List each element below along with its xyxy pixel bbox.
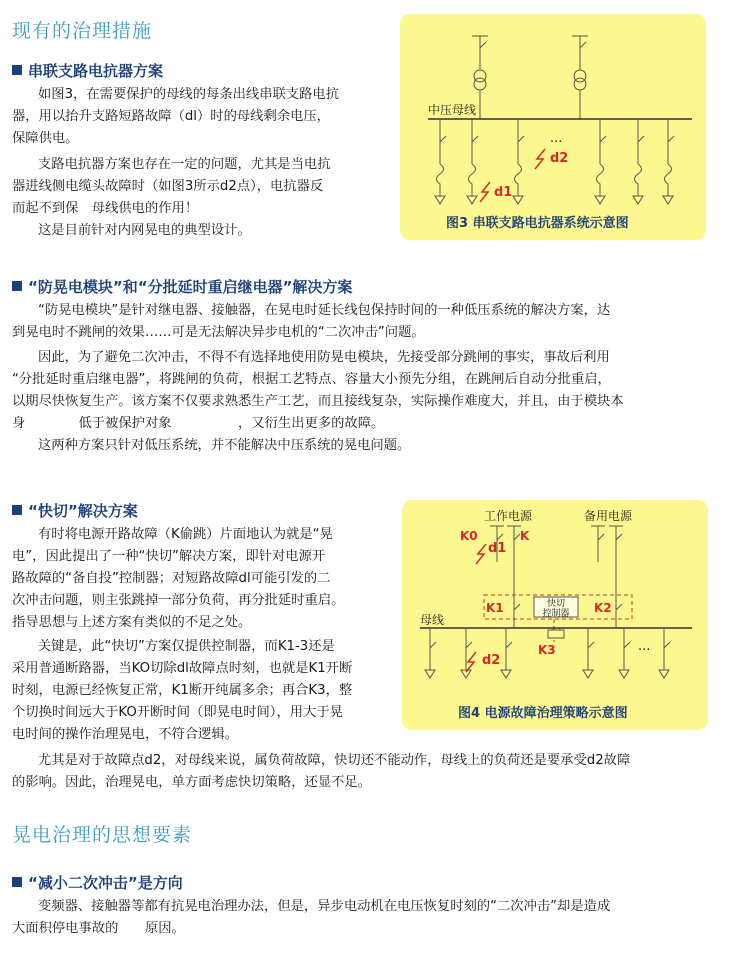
subheading-text: “防晃电模块”和“分批延时重启继电器”解决方案: [28, 278, 353, 296]
text-line: 次冲击问题，则主张跳掉一部分负荷，再分批延时重启。: [12, 593, 345, 608]
text-line: “防晃电模块”是针对继电器、接触器，在晃电时延长线包保持时间的一种低压系统的解决方案，达: [38, 303, 611, 318]
fault-d1-label: d1: [488, 541, 507, 556]
text-line: 时刻，电源已经恢复正常，K1断开纯属多余；再合K3，整: [12, 683, 353, 698]
text-line: 变频器、接触器等都有抗晃电治理办法，但是，异步电动机在电压恢复时刻的“二次冲击”却是造成: [38, 899, 611, 914]
paragraph-anti-sag-module: [12, 300, 712, 457]
text-line: 尤其是对于故障点d2，对母线来说，属负荷故障，快切还不能动作，母线上的负荷还是要承受d2故障: [38, 753, 631, 768]
subheading-anti-sag-module: [12, 276, 352, 297]
text-line: 支路电抗器方案也存在一定的问题，尤其是当电抗: [38, 157, 331, 172]
bullet-square-icon: [12, 505, 22, 515]
text-line: 保障供电。: [12, 131, 79, 146]
text-line: 而起不到保 母线供电的作用！: [12, 201, 199, 216]
k1-label: K1: [486, 601, 504, 615]
text-line: 路故障的“备自投”控制器；对短路故障dl可能引发的二: [12, 571, 331, 586]
paragraph-fast-switch-d2: [12, 750, 724, 794]
subheading-text: “减小二次冲击”是方向: [28, 874, 183, 892]
work-power-label: 工作电源: [484, 509, 533, 523]
text-line: 采用普通断路器，当KO切除dl故障点时刻，也就是K1开断: [12, 661, 353, 676]
paragraph-series-reactor: [12, 84, 390, 242]
text-line: 以期尽快恢复生产。该方案不仅要求熟悉生产工艺，而且接线复杂，实际操作难度大，并且，由于模块本: [12, 394, 624, 409]
text-line: 电”，因此提出了一种“快切”解决方案，即针对电源开: [12, 549, 326, 564]
bus-label: 中压母线: [428, 103, 477, 117]
text-line: 的影响。因此，治理晃电，单方面考虑快切策略，还显不足。: [12, 775, 372, 790]
text-line: 这两种方案只针对低压系统，并不能解决中压系统的晃电问题。: [38, 438, 411, 453]
feeder-ellipsis: ...: [550, 131, 563, 146]
figure-4-box: [402, 500, 708, 730]
k-label: K: [520, 529, 530, 543]
k3-label: K3: [538, 643, 556, 657]
text-line: 到晃电时不跳闸的效果……可是无法解决异步电机的“二次冲击”问题。: [12, 325, 425, 340]
figure-3-box: [400, 14, 706, 240]
controller-label-2: 控制器: [542, 609, 570, 619]
bullet-square-icon: [12, 281, 22, 291]
section-title-existing-measures: 现有的治理措施: [12, 20, 153, 42]
subheading-reduce-secondary-impact: [12, 872, 183, 893]
text-line: 如图3，在需要保护的母线的每条出线串联支路电抗: [38, 87, 339, 102]
text-line: 关键是，此“快切”方案仅提供控制器，而K1-3还是: [38, 639, 335, 654]
fault-d1-label: d1: [494, 185, 513, 200]
k0-label: K0: [460, 529, 478, 543]
text-line: 有时将电源开路故障（K偷跳）片面地认为就是“晃: [38, 527, 333, 542]
fault-d2-label: d2: [482, 653, 501, 668]
figure-3-diagram: [400, 14, 706, 240]
paragraph-fast-switch: [12, 524, 394, 746]
paragraph-reduce-secondary-impact: [12, 896, 724, 940]
figure-4-diagram: [402, 500, 708, 730]
fault-d2-label: d2: [550, 151, 569, 166]
bus-label: 母线: [420, 613, 445, 627]
subheading-series-reactor: [12, 60, 163, 81]
text-line: 大面积停电事故的 原因。: [12, 921, 185, 936]
bullet-square-icon: [12, 65, 22, 75]
section-title-thinking-elements: 晃电治理的思想要素: [12, 824, 193, 846]
figure-4-caption: 图4 电源故障治理策略示意图: [458, 706, 628, 721]
text-line: 指导思想与上述方案有类似的不足之处。: [12, 615, 252, 630]
text-line: 这是目前针对内网晃电的典型设计。: [38, 223, 251, 238]
text-line: 身 低于被保护对象 ，又衍生出更多的故障。: [12, 416, 385, 431]
text-line: 电时间的操作治理晃电，不符合逻辑。: [12, 727, 239, 742]
bullet-square-icon: [12, 877, 22, 887]
subheading-text: “快切”解决方案: [28, 502, 138, 520]
k2-label: K2: [594, 601, 612, 615]
backup-power-label: 备用电源: [584, 509, 633, 523]
text-line: 器，用以抬升支路短路故障（dl）时的母线剩余电压，: [12, 109, 330, 124]
figure-3-caption: 图3 串联支路电抗器系统示意图: [446, 216, 629, 231]
text-line: 因此，为了避免二次冲击，不得不有选择地使用防晃电模块，先接受部分跳闸的事实，事故后利用: [38, 350, 610, 365]
text-line: 器进线侧电缆头故障时（如图3所示d2点），电抗器反: [12, 179, 324, 194]
text-line: 个切换时间远大于KO开断时间（即晃电时间），用大于晃: [12, 705, 343, 720]
feeder-ellipsis: ...: [638, 639, 651, 654]
controller-label-1: 快切: [546, 599, 566, 609]
text-line: “分批延时重启继电器”，将跳闸的负荷，根据工艺特点、容量大小预先分组，在跳闸后自动分批重启，: [12, 372, 611, 387]
subheading-fast-switch: [12, 500, 138, 521]
subheading-text: 串联支路电抗器方案: [28, 62, 164, 80]
